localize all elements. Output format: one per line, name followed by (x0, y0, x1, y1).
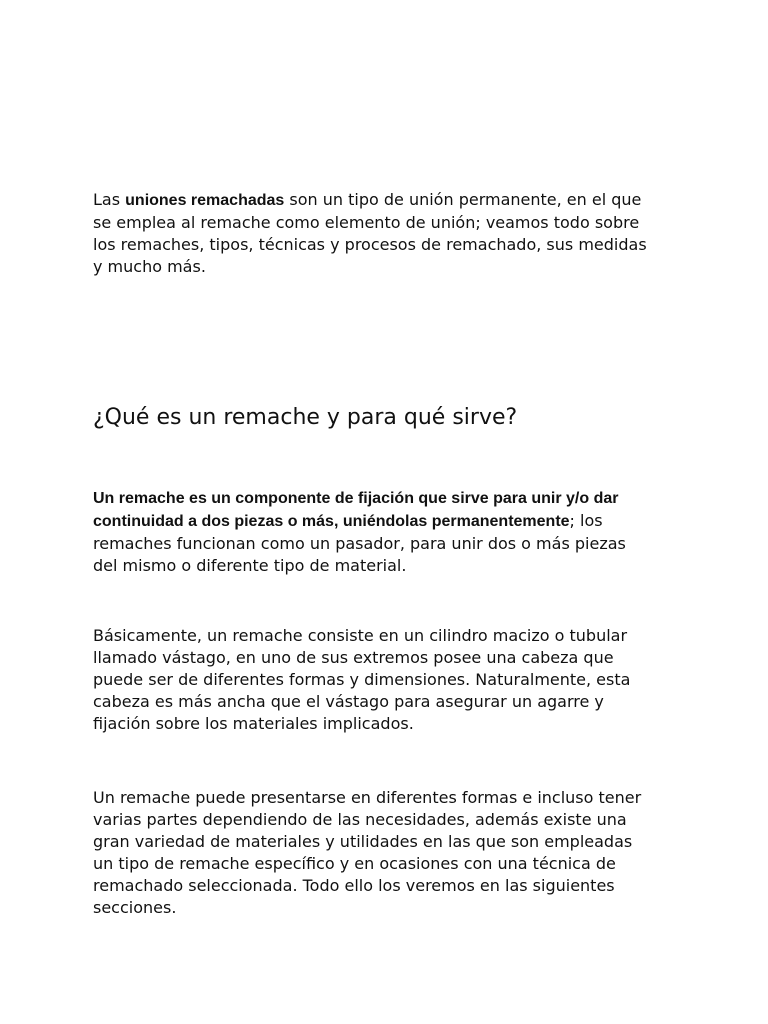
description-paragraph: Básicamente, un remache consiste en un cilindro macizo o tubular llamado vástago, en uno de sus extremos posee una cabeza que puede ser de diferentes formas y dimensiones. Naturalmente, esta cabeza es más ancha que el vástago para asegurar un agarre y fijación sobre los materiales implicados. (93, 626, 631, 733)
definition-paragraph (93, 487, 653, 577)
forms-paragraph: Un remache puede presentarse en diferentes formas e incluso tener varias partes dependiendo de las necesidades, además existe una gran variedad de materiales y utilidades en las que son empleadas un tipo de remache específico y en ocasiones con una técnica de remachado seleccionada. Todo ello los veremos en las siguientes secciones. (93, 788, 642, 917)
definition-rest: ; los remaches funcionan como un pasador, para unir dos o más piezas del mismo o diferente tipo de material. (93, 511, 626, 575)
intro-prefix: Las (93, 190, 126, 209)
intro-rest: son un tipo de unión permanente, en el que se emplea al remache como elemento de unión; veamos todo sobre los remaches, tipos, técnicas y procesos de remachado, sus medidas y mucho más. (93, 190, 647, 276)
section-heading: ¿Qué es un remache y para qué sirve? (93, 405, 518, 430)
definition-bold: Un remache es un componente de fijación que sirve para unir y/o dar continuidad a dos piezas o más, uniéndolas permanentemente (93, 490, 619, 530)
intro-paragraph (93, 189, 653, 278)
intro-bold-term: uniones remachadas (125, 192, 285, 209)
